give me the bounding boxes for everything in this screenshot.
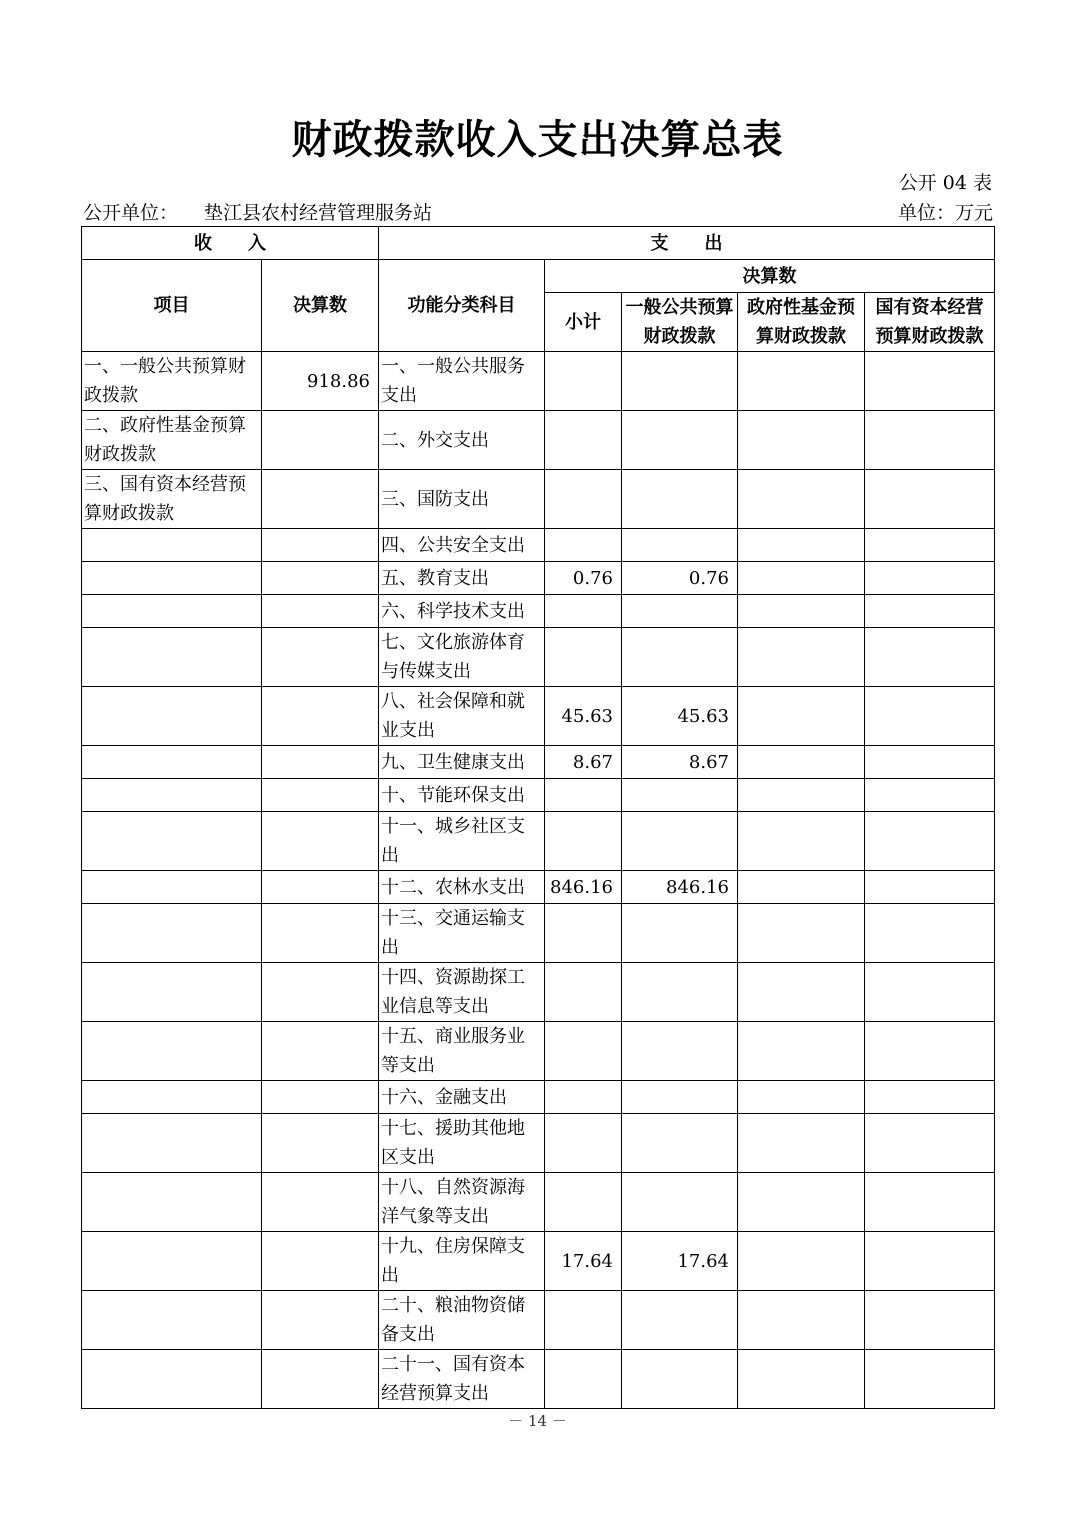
category-cell: 十六、金融支出: [379, 1081, 545, 1114]
income-item-cell: [82, 562, 262, 595]
general-budget-cell: [622, 628, 738, 687]
table-row: [82, 470, 995, 529]
income-item-cell: [82, 1232, 262, 1291]
state-capital-cell: [865, 470, 995, 529]
table-row: [82, 687, 995, 746]
category-cell: 二十一、国有资本经营预算支出: [379, 1350, 545, 1409]
gov-fund-cell: [738, 1232, 865, 1291]
state-capital-cell: [865, 628, 995, 687]
state-capital-cell: [865, 963, 995, 1022]
general-budget-cell: [622, 1291, 738, 1350]
general-budget-cell: 0.76: [622, 562, 738, 595]
gov-fund-cell: [738, 871, 865, 904]
subtotal-cell: [545, 1022, 622, 1081]
table-row: [82, 1291, 995, 1350]
state-capital-cell: [865, 871, 995, 904]
general-budget-cell: [622, 470, 738, 529]
page-title: 财政拨款收入支出决算总表: [291, 116, 784, 163]
income-amount-cell: [262, 1114, 379, 1173]
state-capital-cell: [865, 812, 995, 871]
gov-fund-cell: [738, 562, 865, 595]
income-amount-cell: [262, 529, 379, 562]
table-row: [82, 352, 995, 411]
income-amount-cell: [262, 746, 379, 779]
subtotal-cell: [545, 1114, 622, 1173]
income-item-cell: 三、国有资本经营预算财政拨款: [82, 470, 262, 529]
category-cell: 十九、住房保障支出: [379, 1232, 545, 1291]
general-budget-cell: 8.67: [622, 746, 738, 779]
income-item-cell: [82, 1173, 262, 1232]
table-row: [82, 595, 995, 628]
org-label: 公开单位：: [83, 202, 179, 224]
income-amount-cell: [262, 1232, 379, 1291]
income-amount-cell: [262, 871, 379, 904]
income-item-cell: [82, 595, 262, 628]
general-budget-cell: 45.63: [622, 687, 738, 746]
state-capital-cell: [865, 746, 995, 779]
table-row: [82, 1114, 995, 1173]
table-row: [82, 1350, 995, 1409]
subtotal-cell: [545, 529, 622, 562]
category-cell: 八、社会保障和就业支出: [379, 687, 545, 746]
table-row: [82, 779, 995, 812]
category-cell: 十一、城乡社区支出: [379, 812, 545, 871]
state-capital-cell: [865, 595, 995, 628]
subtotal-cell: [545, 1350, 622, 1409]
income-item-cell: [82, 1291, 262, 1350]
state-capital-cell: [865, 1114, 995, 1173]
general-budget-cell: [622, 595, 738, 628]
state-capital-cell: [865, 562, 995, 595]
org-info: [83, 198, 432, 225]
category-cell: 七、文化旅游体育与传媒支出: [379, 628, 545, 687]
subtotal-cell: [545, 1081, 622, 1114]
category-cell: 一、一般公共服务支出: [379, 352, 545, 411]
state-capital-cell: [865, 1350, 995, 1409]
category-cell: 十二、农林水支出: [379, 871, 545, 904]
subtotal-cell: [545, 1291, 622, 1350]
gov-fund-cell: [738, 352, 865, 411]
table-row: [82, 628, 995, 687]
currency-unit: 单位：万元: [897, 202, 993, 224]
state-capital-cell: [865, 1022, 995, 1081]
state-capital-cell: [865, 411, 995, 470]
general-budget-cell: [622, 1022, 738, 1081]
gov-fund-cell: [738, 470, 865, 529]
table-row: [82, 904, 995, 963]
table-body: [82, 352, 995, 1409]
gov-fund-header: 政府性基金预算财政拨款: [738, 293, 865, 352]
table-row: [82, 411, 995, 470]
category-cell: 十八、自然资源海洋气象等支出: [379, 1173, 545, 1232]
table-row: [82, 1173, 995, 1232]
gov-fund-cell: [738, 529, 865, 562]
table-row: [82, 871, 995, 904]
income-item-cell: [82, 779, 262, 812]
amount-header: 决算数: [262, 260, 379, 352]
state-capital-cell: [865, 529, 995, 562]
category-cell: 三、国防支出: [379, 470, 545, 529]
gov-fund-cell: [738, 687, 865, 746]
income-item-cell: 二、政府性基金预算财政拨款: [82, 411, 262, 470]
income-amount-cell: [262, 1022, 379, 1081]
subtotal-cell: [545, 411, 622, 470]
category-cell: 九、卫生健康支出: [379, 746, 545, 779]
general-budget-cell: 846.16: [622, 871, 738, 904]
category-cell: 二、外交支出: [379, 411, 545, 470]
expense-header: 支 出: [379, 227, 995, 260]
table-row: [82, 963, 995, 1022]
gov-fund-cell: [738, 595, 865, 628]
income-amount-cell: [262, 470, 379, 529]
subtotal-cell: [545, 963, 622, 1022]
category-cell: 五、教育支出: [379, 562, 545, 595]
general-budget-cell: [622, 779, 738, 812]
state-capital-cell: [865, 687, 995, 746]
income-amount-cell: [262, 595, 379, 628]
subtotal-cell: 0.76: [545, 562, 622, 595]
income-amount-cell: [262, 562, 379, 595]
income-amount-cell: [262, 628, 379, 687]
form-number: 公开 04 表: [898, 172, 992, 194]
gov-fund-cell: [738, 1173, 865, 1232]
general-budget-cell: [622, 904, 738, 963]
final-amount-header: 决算数: [545, 260, 995, 293]
subtotal-cell: 17.64: [545, 1232, 622, 1291]
table-row: [82, 1232, 995, 1291]
income-amount-cell: [262, 1081, 379, 1114]
budget-table: [81, 226, 995, 1409]
subtotal-cell: [545, 595, 622, 628]
table-row: [82, 812, 995, 871]
state-capital-cell: [865, 1173, 995, 1232]
table-row: [82, 1081, 995, 1114]
state-capital-cell: [865, 779, 995, 812]
subtotal-cell: [545, 1173, 622, 1232]
subtotal-cell: [545, 812, 622, 871]
income-amount-cell: [262, 1173, 379, 1232]
gov-fund-cell: [738, 746, 865, 779]
gov-fund-cell: [738, 1114, 865, 1173]
gov-fund-cell: [738, 1022, 865, 1081]
income-header: 收 入: [82, 227, 379, 260]
subtotal-header: 小计: [545, 293, 622, 352]
table-row: [82, 529, 995, 562]
subtotal-cell: [545, 352, 622, 411]
gov-fund-cell: [738, 1350, 865, 1409]
income-amount-cell: [262, 963, 379, 1022]
income-item-cell: [82, 628, 262, 687]
general-budget-cell: [622, 1081, 738, 1114]
general-budget-cell: [622, 1173, 738, 1232]
state-capital-cell: [865, 904, 995, 963]
gov-fund-cell: [738, 904, 865, 963]
state-capital-cell: [865, 352, 995, 411]
table-row: [82, 746, 995, 779]
gov-fund-cell: [738, 812, 865, 871]
income-item-cell: [82, 1022, 262, 1081]
table-row: [82, 562, 995, 595]
income-item-cell: [82, 904, 262, 963]
subtotal-cell: [545, 628, 622, 687]
category-header: 功能分类科目: [379, 260, 545, 352]
subtotal-cell: [545, 779, 622, 812]
general-budget-cell: 17.64: [622, 1232, 738, 1291]
general-budget-cell: [622, 529, 738, 562]
gov-fund-cell: [738, 1291, 865, 1350]
gov-fund-cell: [738, 628, 865, 687]
general-budget-cell: [622, 963, 738, 1022]
income-item-cell: [82, 1350, 262, 1409]
subtotal-cell: [545, 470, 622, 529]
income-item-cell: [82, 871, 262, 904]
general-budget-cell: [622, 1114, 738, 1173]
page-number: － 14 －: [508, 1412, 567, 1430]
table-row: [82, 1022, 995, 1081]
income-amount-cell: [262, 1350, 379, 1409]
gov-fund-cell: [738, 1081, 865, 1114]
gov-fund-cell: [738, 779, 865, 812]
gov-fund-cell: [738, 411, 865, 470]
state-capital-cell: [865, 1232, 995, 1291]
category-cell: 十、节能环保支出: [379, 779, 545, 812]
income-item-cell: [82, 963, 262, 1022]
income-amount-cell: [262, 411, 379, 470]
general-budget-cell: [622, 352, 738, 411]
subtotal-cell: [545, 904, 622, 963]
subtotal-cell: 8.67: [545, 746, 622, 779]
gov-fund-cell: [738, 963, 865, 1022]
state-capital-cell: [865, 1291, 995, 1350]
category-cell: 十七、援助其他地区支出: [379, 1114, 545, 1173]
unit-row: [83, 198, 993, 224]
category-cell: 十三、交通运输支出: [379, 904, 545, 963]
general-budget-cell: [622, 1350, 738, 1409]
income-amount-cell: [262, 904, 379, 963]
income-amount-cell: [262, 687, 379, 746]
income-item-cell: [82, 687, 262, 746]
org-name: 垫江县农村经营管理服务站: [204, 202, 433, 224]
category-cell: 四、公共安全支出: [379, 529, 545, 562]
general-budget-cell: [622, 812, 738, 871]
state-capital-header: 国有资本经营预算财政拨款: [865, 293, 995, 352]
income-item-cell: 一、一般公共预算财政拨款: [82, 352, 262, 411]
income-item-cell: [82, 1081, 262, 1114]
state-capital-cell: [865, 1081, 995, 1114]
income-item-cell: [82, 746, 262, 779]
category-cell: 十五、商业服务业等支出: [379, 1022, 545, 1081]
income-item-cell: [82, 1114, 262, 1173]
subtotal-cell: 45.63: [545, 687, 622, 746]
income-item-cell: [82, 529, 262, 562]
item-header: 项目: [82, 260, 262, 352]
income-amount-cell: [262, 779, 379, 812]
category-cell: 十四、资源勘探工业信息等支出: [379, 963, 545, 1022]
income-amount-cell: [262, 1291, 379, 1350]
subtotal-cell: 846.16: [545, 871, 622, 904]
category-cell: 二十、粮油物资储备支出: [379, 1291, 545, 1350]
general-budget-cell: [622, 411, 738, 470]
income-amount-cell: [262, 812, 379, 871]
income-item-cell: [82, 812, 262, 871]
income-amount-cell: 918.86: [262, 352, 379, 411]
category-cell: 六、科学技术支出: [379, 595, 545, 628]
general-budget-header: 一般公共预算财政拨款: [622, 293, 738, 352]
